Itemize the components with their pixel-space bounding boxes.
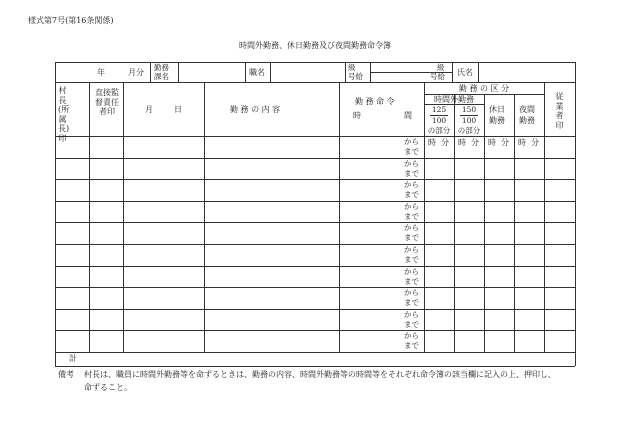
employee-seal-header: 従業者印 xyxy=(555,92,564,130)
row-from-label: から xyxy=(404,288,419,297)
rate-125-suffix: の部分 xyxy=(427,126,451,135)
page-title: 時間外勤務、休日勤務及び夜間勤務命令簿 xyxy=(239,41,391,50)
grade-label-2: 号給 xyxy=(348,72,363,81)
row-from-label: から xyxy=(404,245,419,254)
row-until-label: まで xyxy=(404,190,419,199)
row-until-label: まで xyxy=(404,212,419,221)
month-header: 月 xyxy=(145,105,153,114)
hour-unit: 時 xyxy=(518,138,526,147)
note-label: 備考 xyxy=(58,370,74,379)
note-text-1: 村長は、職員に時間外勤務等を命ずるときは、勤務の内容、時間外勤務等の時間等をそれぞれ命令簿の該当欄に記入の上、押印し、 xyxy=(84,370,556,379)
month-label: 月分 xyxy=(128,68,144,77)
form-number: 様式第7号(第16条関係) xyxy=(28,16,114,25)
minute-unit: 分 xyxy=(531,138,539,147)
job-title-label: 職名 xyxy=(249,68,265,77)
rate-150-denominator: 100 xyxy=(461,116,477,125)
grade-right-2: 号給 xyxy=(430,72,445,81)
row-from-label: から xyxy=(404,202,419,211)
work-order-header: 勤 務 命 令 xyxy=(355,97,395,106)
total-label: 計 xyxy=(69,354,77,363)
rate-125-numerator: 125 xyxy=(431,105,447,114)
minute-unit: 分 xyxy=(471,138,479,147)
row-from-label: から xyxy=(404,310,419,319)
row-from-label: から xyxy=(404,180,419,189)
row-from-label: から xyxy=(404,223,419,232)
day-header: 日 xyxy=(174,105,182,114)
rate-125-denominator: 100 xyxy=(431,116,447,125)
grade-label-1: 級 xyxy=(348,63,356,72)
year-label: 年 xyxy=(97,68,105,77)
row-from-label: から xyxy=(404,331,419,340)
row-until-label: まで xyxy=(404,320,419,329)
row-until-label: まで xyxy=(404,169,419,178)
hour-unit: 時 xyxy=(488,138,496,147)
row-until-label: まで xyxy=(404,233,419,242)
supervisor-seal-header: 直接監督責任者印 xyxy=(95,88,119,117)
night-work-header: 夜間勤務 xyxy=(519,105,535,125)
row-from-label: から xyxy=(404,159,419,168)
minute-unit: 分 xyxy=(441,138,449,147)
name-label: 氏名 xyxy=(457,68,473,77)
work-order-time-1: 時 xyxy=(353,111,361,120)
overtime-header: 時間外勤務 xyxy=(434,95,474,104)
dept-label-1: 勤務 xyxy=(154,63,169,72)
holiday-work-header: 休日勤務 xyxy=(489,105,505,125)
row-until-label: まで xyxy=(404,255,419,264)
work-order-time-2: 間 xyxy=(404,111,412,120)
hour-unit: 時 xyxy=(428,138,436,147)
row-until-label: まで xyxy=(404,341,419,350)
work-content-header: 勤 務 の 内 容 xyxy=(230,105,281,114)
hour-unit: 時 xyxy=(458,138,466,147)
work-division-header: 勤 務 の 区 分 xyxy=(458,84,510,93)
row-from-label: から xyxy=(404,137,419,146)
dept-label-2: 課名 xyxy=(154,72,169,81)
note-text-2: 命ずること。 xyxy=(84,383,132,392)
rate-150-numerator: 150 xyxy=(461,105,477,114)
row-until-label: まで xyxy=(404,147,419,156)
village-head-seal-header: 村長(所属長)印 xyxy=(58,86,70,143)
row-until-label: まで xyxy=(404,298,419,307)
minute-unit: 分 xyxy=(501,138,509,147)
rate-150-suffix: の部分 xyxy=(457,126,481,135)
row-until-label: まで xyxy=(404,277,419,286)
grade-right-1: 級 xyxy=(437,63,445,72)
row-from-label: から xyxy=(404,267,419,276)
